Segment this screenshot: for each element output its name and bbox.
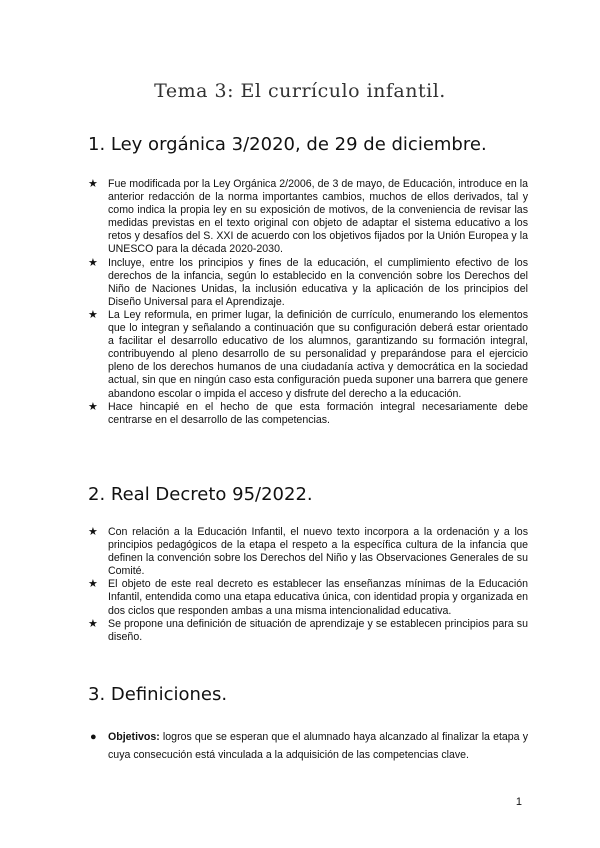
list-item [88, 178, 528, 257]
star-bullet-icon: ★ [88, 178, 98, 190]
star-bullet-icon: ★ [88, 256, 98, 269]
list-item [88, 309, 528, 401]
list-item-text: Fue modificada por la Ley Orgánica 2/2006, de 3 de mayo, de Educación, introduce en la anterior redacción de la norma importantes cambios, muchos de ellos derivados, tal y como indica la propia ley en su exposición de motivos, de la conveniencia de revisar las medidas previstas en el texto original con objeto de adaptar el sistema educativo a los retos y desafíos del S. XXI de acuerdo con los objetivos fijados por la Unión Europea y la UNESCO para la década 2020-2030. [108, 178, 528, 256]
list-item-text: Con relación a la Educación Infantil, el nuevo texto incorpora a la ordenación y a los principios pedagógicos de la etapa el respeto a la específica cultura de la infancia que definen la convención sobre los Derechos del Niño y las Observaciones Generales de su Comité. [108, 526, 528, 578]
list-item-text: Incluye, entre los principios y fines de la educación, el cumplimiento efectivo de los derechos de la infancia, según lo establecido en la convención sobre los Derechos del Niño de Naciones Unidas, la inclusión educativa y la aplicación de los principios del Diseño Universal para el Aprendizaje. [108, 256, 528, 308]
list-item-text: El objeto de este real decreto es establecer las enseñanzas mínimas de la Educación Infantil, entendida como una etapa educativa única, con identidad propia y organizada en dos ciclos que responden ambas a una misma intencionalidad educativa. [108, 578, 528, 617]
star-bullet-icon: ★ [88, 578, 98, 591]
star-bullet-icon: ★ [88, 308, 98, 321]
list-item [88, 526, 528, 578]
list-item [88, 401, 528, 427]
list-item-text: Hace hincapié en el hecho de que esta formación integral necesariamente debe centrarse en el desarrollo de las competencias. [108, 400, 528, 426]
star-bullet-icon: ★ [88, 617, 98, 630]
definition-text: logros que se esperan que el alumnado haya alcanzado al finalizar la etapa y cuya consecución está vinculada a la adquisición de las competencias clave. [108, 731, 528, 761]
section-1-list [88, 178, 528, 427]
list-item [88, 257, 528, 309]
section-heading-2: 2. Real Decreto 95/2022. [88, 484, 313, 505]
section-heading-3: 3. Definiciones. [88, 684, 228, 705]
star-bullet-icon: ★ [88, 400, 98, 413]
list-item [88, 618, 528, 644]
section-heading-1: 1. Ley orgánica 3/2020, de 29 de diciembre. [88, 134, 487, 155]
page-number: 1 [515, 796, 522, 808]
section-3-list [88, 728, 528, 764]
definition-term: Objetivos: [108, 731, 160, 743]
dot-bullet-icon: ● [90, 731, 97, 743]
list-item [88, 578, 528, 617]
document-title: Tema 3: El currículo infantil. [154, 80, 446, 102]
definition-item [88, 728, 528, 764]
list-item-text: Se propone una definición de situación de aprendizaje y se establecen principios para su diseño. [108, 617, 528, 643]
list-item-text: La Ley reformula, en primer lugar, la definición de currículo, enumerando los elementos que lo integran y señalando a continuación que su configuración deberá estar orientado a facilitar el desarrollo educativo de los alumnos, garantizando su formación integral, contribuyendo al pleno desarrollo de su personalidad y preparándose para el ejercicio pleno de los derechos humanos de una ciudadanía activa y democrática en la sociedad actual, sin que en ningún caso esta configuración pueda suponer una barrera que genere abandono escolar o impida el acceso y disfrute del derecho a la educación. [108, 308, 528, 400]
section-2-list [88, 526, 528, 644]
star-bullet-icon: ★ [88, 526, 98, 538]
